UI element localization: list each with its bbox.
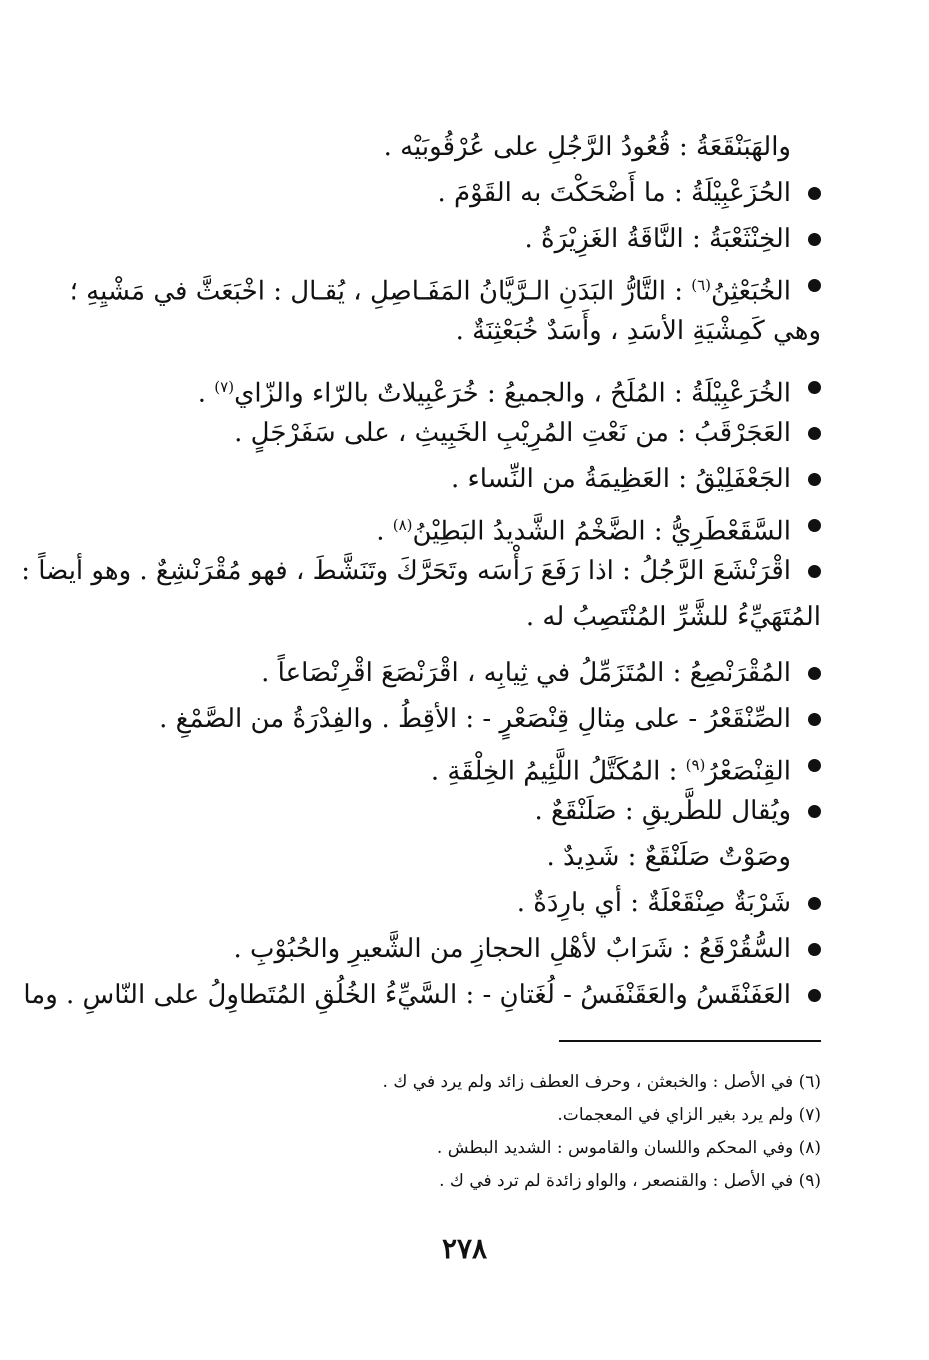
entry-line [80, 170, 821, 216]
bullet-icon [808, 897, 821, 910]
entry-term: الخُرَعْبِيْلَةُ [690, 378, 791, 409]
entry-term: المُقْرَنْصِعُ [689, 658, 791, 688]
entry-term: الخُبَعْثِنُ [711, 276, 791, 307]
footnote: (٦) في الأصل : والخبعثن ، وحرف العطف زائد ولم يرد في ك . [382, 1072, 821, 1092]
entry-line [80, 308, 821, 354]
footnote-divider [559, 1040, 821, 1042]
entry-line [80, 926, 821, 972]
entry-term: القِنْصَعْرُ [705, 756, 791, 787]
entry-definition: : التَّارُّ البَدَنِ الـرَّيَّانُ المَفَـاصِلِ ، يُقـال : اخْبَعَثَّ في مَشْيِهِ ؛ [69, 276, 692, 307]
footnote-marker: (٧) [214, 378, 235, 396]
entry-definition: : الضَّخْمُ الشَّديدُ البَطِيْنُ [412, 516, 671, 547]
entry-text: ويُقال للطَّريقِ : صَلَنْقَعٌ . [534, 796, 791, 826]
bullet-icon [808, 943, 821, 956]
entry-tail: . [376, 516, 393, 547]
footnote-marker: (٦) [691, 276, 712, 294]
entry-term: اقْرَنْشَعَ الرَّجُلُ [639, 556, 791, 586]
entry-text: شَرْبَةٌ صِنْقَعْلَةٌ : أي بارِدَةٌ . [516, 888, 791, 918]
entry-term: الحُزَعْبِيْلَةُ [690, 178, 791, 208]
bullet-icon [808, 667, 821, 680]
bullet-icon [808, 427, 821, 440]
entry-definition: : من نَعْتِ المُرِيْبِ الخَبِيثِ ، على سَفَرْجَلٍ . [234, 418, 695, 448]
footnote-marker: (٩) [685, 756, 706, 774]
bullet-icon [808, 519, 821, 532]
entry-definition: - لُغَتانِ - : السَّيِّءُ الخُلُقِ المُتَطاوِلُ على النّاسِ . وما [23, 980, 581, 1010]
entry-line [80, 456, 821, 502]
entry-line [80, 124, 821, 170]
bullet-icon [808, 805, 821, 818]
entry-line [80, 650, 821, 696]
entry-line [80, 594, 821, 640]
entry-definition: : شَرَابٌ لأهْلِ الحجازِ من الشَّعيرِ والحُبُوْبِ . [233, 934, 699, 964]
bullet-icon [808, 759, 821, 772]
entry-definition: : النَّاقَةُ الغَزِيْرَةُ . [524, 224, 710, 254]
entry-line [80, 216, 821, 262]
entry-text: وصَوْتٌ صَلَنْقَعٌ : شَدِيدٌ . [546, 842, 791, 872]
entry-definition: : ما أَضْحَكْتَ به القَوْمَ . [437, 178, 691, 208]
entry-line [80, 834, 821, 880]
footnote: (٨) وفي المحكم واللسان والقاموس : الشديد البطش . [436, 1138, 821, 1158]
bullet-icon [808, 713, 821, 726]
entry-term: السَّقَعْطَرِيُّ [670, 516, 791, 547]
entry-definition: : المُلَحُ ، والجميعُ : خُرَعْبِيلاتٌ بالرّاء والزّاي [234, 378, 691, 409]
entry-line [80, 410, 821, 456]
entry-definition: - على مِثالِ قِنْصَعْرٍ - : الأقِطُ . والفِدْرَةُ من الصَّمْغِ . [159, 704, 706, 734]
entry-line [80, 364, 821, 410]
entry-definition: : المُتَزَمِّلُ في ثِيابِه ، اقْرَنْصَعَ اقْرِنْصَاعاً . [261, 658, 690, 688]
page-number: ٢٧٨ [441, 1232, 488, 1265]
entry-definition: : اذا رَفَعَ رَأْسَه وتَحَرَّكَ وتَنَشَّطَ ، فهو مُقْرَنْشِعٌ . وهو أيضاً : [21, 556, 640, 586]
entry-line [80, 880, 821, 926]
entry-term: الصِّنْقَعْرُ [705, 704, 791, 734]
footnote: (٧) ولم يرد بغير الزاي في المعجمات. [557, 1105, 821, 1125]
entry-text: والهَبَنْقَعَةُ : قُعُودُ الرَّجُلِ على عُرْقُوبَيْه . [383, 132, 791, 162]
entry-term: العَجَرْقَبُ [694, 418, 791, 448]
entry-line [21, 548, 821, 594]
footnotes [100, 1066, 821, 1198]
bullet-icon [808, 989, 821, 1002]
footnote: (٩) في الأصل : والقنصعر ، والواو زائدة لم ترد في ك . [439, 1171, 821, 1191]
entry-line [23, 972, 821, 1018]
entry-tail: . [197, 378, 215, 409]
entry-line [80, 502, 821, 548]
entry-text: المُتَهَيِّءُ للشَّرِّ المُنْتَصِبُ له . [525, 602, 821, 632]
entry-definition: : العَظِيمَةُ من النِّساء . [451, 464, 696, 494]
dictionary-entries [21, 124, 821, 1018]
entry-line [80, 696, 821, 742]
bullet-icon [808, 279, 821, 292]
entry-term: الخِنْثَعْبَةُ [709, 224, 791, 254]
bullet-icon [808, 381, 821, 394]
entry-term: الجَعْفَلِيْقُ [695, 464, 791, 494]
entry-line [80, 788, 821, 834]
entry-definition: : المُكَتَّلُ اللَّئِيمُ الخِلْقَةِ . [430, 756, 686, 787]
bullet-icon [808, 473, 821, 486]
entry-line [69, 262, 821, 308]
footnote-marker: (٨) [392, 516, 413, 534]
bullet-icon [808, 565, 821, 578]
bullet-icon [808, 233, 821, 246]
entry-line [80, 742, 821, 788]
entry-text: وهي كَمِشْيَةِ الأسَدِ ، وأَسَدٌ خُبَعْثِنَةٌ . [455, 316, 821, 346]
bullet-icon [808, 187, 821, 200]
entry-term: العَفَنْقَسُ والعَقَنْفَسُ [580, 980, 791, 1010]
entry-term: السُّقُرْقَعُ [698, 934, 791, 964]
